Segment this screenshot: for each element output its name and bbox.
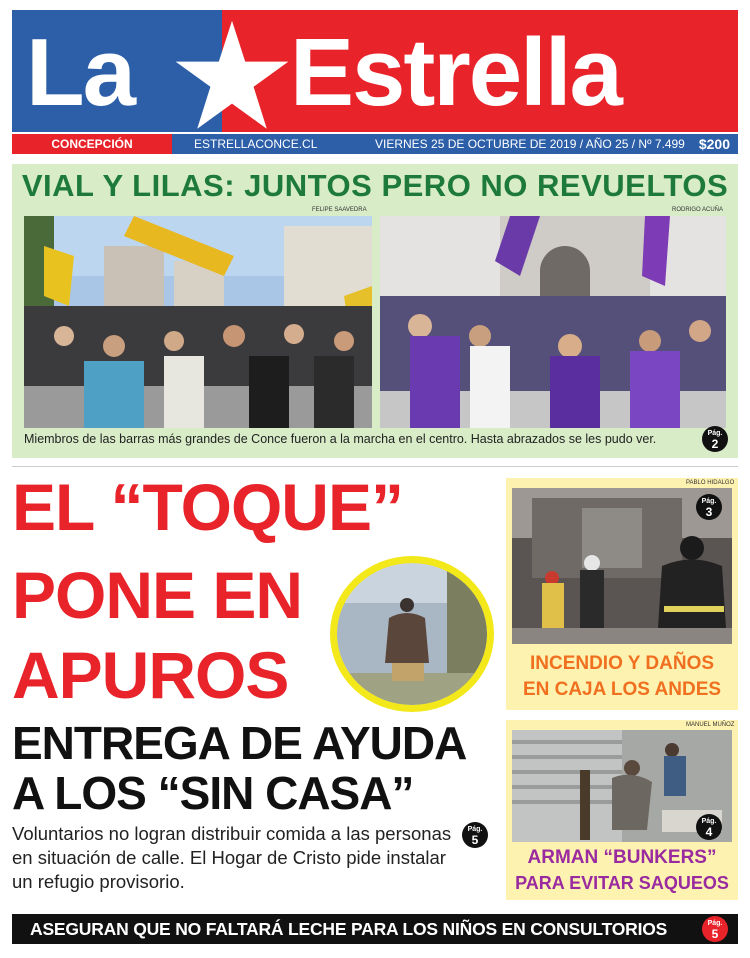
page-label: Pág. [467,826,483,833]
fans-march-photo [24,216,372,428]
star-icon [162,16,302,136]
top-story [12,164,738,458]
page-number: 5 [711,927,719,941]
page-label: Pág. [707,430,723,437]
page-number: 2 [711,437,719,451]
page-reference-badge [696,814,722,840]
photo-credit-left: FELIPE SAAVEDRA [312,207,367,213]
side-headline-line2: PARA EVITAR SAQUEOS [515,873,729,893]
page-number: 3 [705,505,713,519]
side-headline-line1: ARMAN “BUNKERS” [527,847,717,868]
masthead [12,10,738,132]
masthead-title-part1: La [26,19,135,126]
masthead-title-part2: Estrella [290,19,621,126]
main-headline-line1: EL “TOQUE” [12,470,403,544]
top-photo-left [24,216,372,428]
man-by-lagoon-photo [337,563,487,705]
side-headline-line1: INCENDIO Y DAÑOS [529,653,715,674]
page-label: Pág. [701,498,717,505]
info-bar [12,134,738,154]
website-label: ESTRELLACONCE.CL [194,137,318,151]
page-reference-badge [702,426,728,452]
side-headline-line2: EN CAJA LOS ANDES [522,679,722,700]
divider [12,466,738,467]
subhead-line2: A LOS “SIN CASA” [12,767,414,819]
bottom-bar [12,914,738,944]
bottom-bar-headline: ASEGURAN QUE NO FALTARÁ LECHE PARA LOS NIÑOS EN CONSULTORIOS [30,919,668,939]
main-story-deck: Voluntarios no logran distribuir comida a las personas en situación de calle. El Hogar de Cristo pide instalar un refugio provisorio. [12,823,452,892]
info-bar-details [172,134,738,154]
edition-label: CONCEPCIÓN [12,134,172,154]
dateline: VIERNES 25 DE OCTUBRE DE 2019 / AÑO 25 / Nº 7.499 [375,137,685,151]
top-story-headline: VIAL Y LILAS: JUNTOS PERO NO REVUELTOS [21,168,729,203]
page-reference-badge [696,494,722,520]
page-reference-badge [702,916,728,942]
photo-circle-frame [330,556,494,712]
photo-credit-right: RODRIGO ACUÑA [672,207,724,213]
main-headline-line3: APUROS [12,638,289,712]
price-label: $200 [698,136,730,152]
page-label: Pág. [701,818,717,825]
page-label: Pág. [707,920,723,927]
page-number: 4 [705,825,713,839]
page-number: 5 [471,833,479,847]
main-headline-line2: PONE EN [12,558,303,632]
photo-credit: PABLO HIDALGO [686,480,735,486]
fans-lilas-photo [380,216,726,428]
side-story-bunkers [506,720,738,900]
page-reference-badge [462,822,488,848]
subhead-line1: ENTREGA DE AYUDA [12,717,467,769]
photo-credit: MANUEL MUÑOZ [686,722,735,728]
top-photo-right [380,216,726,428]
side-story-fire [506,478,738,710]
top-story-caption: Miembros de las barras más grandes de Conce fueron a la marcha en el centro. Hasta abrazados se les pudo ver. [24,432,657,446]
